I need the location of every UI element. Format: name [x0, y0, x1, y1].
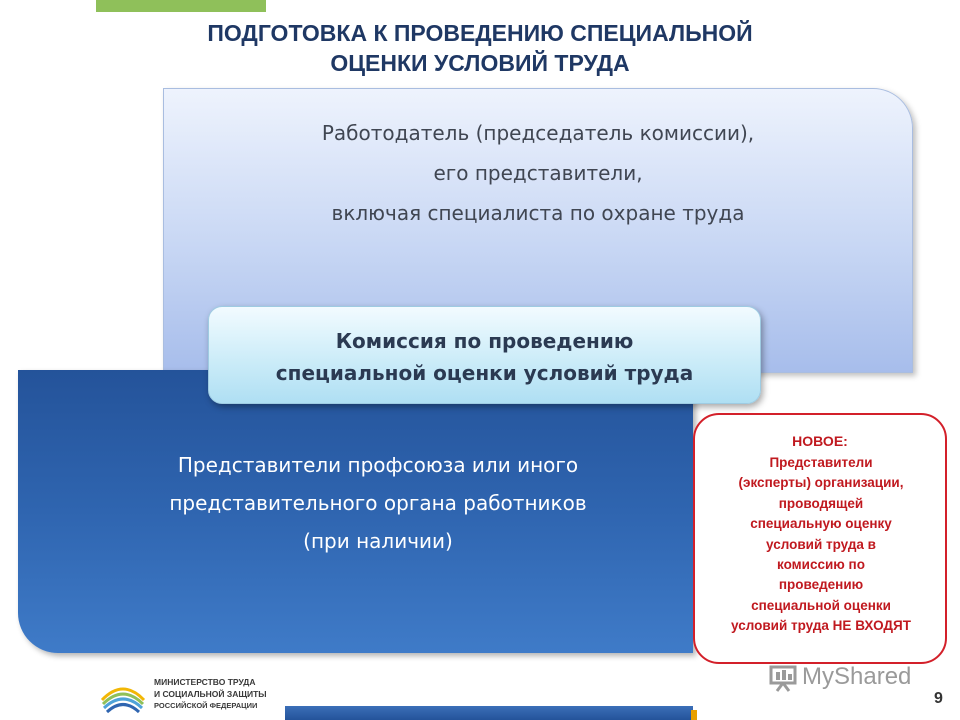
new-note-text	[703, 453, 939, 637]
slide-title-line-1: ПОДГОТОВКА К ПРОВЕДЕНИЮ СПЕЦИАЛЬНОЙ	[207, 20, 753, 46]
ministry-name	[154, 676, 294, 712]
bottom-stripe	[285, 706, 693, 720]
employer-line-2: его представители,	[433, 161, 643, 185]
employer-text	[164, 113, 912, 233]
new-note-line: специальной оценки	[751, 597, 891, 613]
ministry-logo-icon	[100, 670, 146, 716]
new-note-line: условий труда в	[766, 536, 876, 552]
page-number: 9	[934, 690, 943, 707]
presentation-icon	[768, 664, 798, 692]
union-text	[58, 446, 698, 560]
union-box	[18, 370, 693, 653]
watermark-text: MyShared	[802, 663, 912, 690]
ministry-line-2: И СОЦИАЛЬНОЙ ЗАЩИТЫ	[154, 689, 267, 699]
new-note-title: НОВОЕ:	[792, 433, 848, 449]
new-note-line: Представители	[769, 455, 873, 470]
new-note-line: комиссию по	[777, 557, 865, 573]
bottom-stripe-accent	[691, 710, 697, 720]
employer-line-1: Работодатель (председатель комиссии),	[321, 121, 755, 145]
new-note-line: проведению	[778, 577, 864, 593]
employer-line-3: включая специалиста по охране труда	[331, 201, 745, 225]
new-note-box	[693, 413, 947, 664]
slide-title	[120, 18, 840, 78]
new-note-line: условий труда НЕ ВХОДЯТ	[731, 618, 911, 634]
new-note-line: проводящей	[778, 495, 864, 511]
commission-text	[209, 325, 760, 389]
commission-line-1: Комиссия по проведению	[335, 329, 634, 353]
ministry-line-3: РОССИЙСКОЙ ФЕДЕРАЦИИ	[154, 701, 258, 710]
top-accent-bar	[96, 0, 266, 12]
union-line-1: Представители профсоюза или иного	[177, 453, 579, 477]
watermark	[768, 662, 911, 692]
commission-box	[208, 306, 761, 404]
union-line-3: (при наличии)	[303, 529, 453, 553]
new-note-line: (эксперты) организации,	[738, 475, 904, 491]
commission-line-2: специальной оценки условий труда	[275, 361, 694, 385]
new-note-line: специальную оценку	[750, 516, 892, 532]
ministry-line-1: МИНИСТЕРСТВО ТРУДА	[154, 677, 256, 687]
slide-title-line-2: ОЦЕНКИ УСЛОВИЙ ТРУДА	[330, 50, 630, 76]
union-line-2: представительного органа работников	[169, 491, 587, 515]
